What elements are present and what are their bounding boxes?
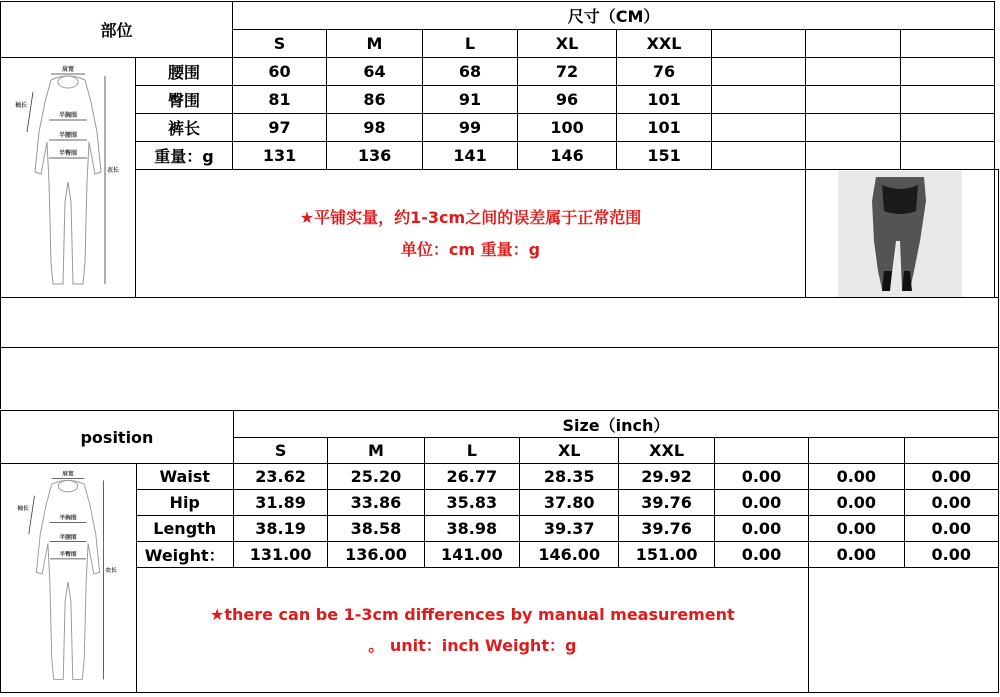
cell: [712, 58, 806, 86]
row-label: 臀围: [136, 86, 233, 114]
cn-note-line2: 单位：cm 重量：g: [400, 239, 541, 259]
product-photo-cell: [806, 170, 995, 298]
cell: 136.00: [328, 542, 424, 568]
cell: 38.58: [328, 516, 424, 542]
cell: 33.86: [328, 490, 424, 516]
divider: [1, 347, 998, 348]
cell: [901, 114, 995, 142]
table-row: [1, 86, 999, 114]
row-label: 腰围: [136, 58, 233, 86]
cell: 81: [233, 86, 327, 114]
cell: 0.00: [904, 490, 998, 516]
cell: 0.00: [904, 464, 998, 490]
cell: 72: [518, 58, 617, 86]
cell: 0.00: [714, 542, 808, 568]
table-row: [1, 142, 999, 170]
measurement-diagram: [1, 464, 137, 693]
cn-position-header: 部位: [1, 2, 233, 58]
empty-cell: [809, 568, 999, 693]
cell: 26.77: [424, 464, 519, 490]
cell: 98: [327, 114, 423, 142]
cell: 91: [423, 86, 518, 114]
table-row: [1, 490, 999, 516]
cell: 0.00: [809, 542, 904, 568]
cell: 39.76: [619, 516, 714, 542]
diagram-mid-label1: 半胸围: [58, 111, 78, 119]
en-note-line2: 。 unit：inch Weight：g: [368, 636, 577, 655]
jumpsuit-diagram-icon: [13, 62, 123, 294]
table-row: [1, 464, 999, 490]
cell: 86: [327, 86, 423, 114]
cell: 28.35: [520, 464, 619, 490]
row-label: 裤长: [136, 114, 233, 142]
cell: [901, 58, 995, 86]
cell: 60: [233, 58, 327, 86]
cn-size-table: [0, 1, 999, 298]
en-size-extra: [714, 438, 808, 464]
measurement-diagram: [1, 58, 136, 298]
cell: 0.00: [904, 542, 998, 568]
cell: 136: [327, 142, 423, 170]
cell: 0.00: [714, 516, 808, 542]
row-label: Waist: [136, 464, 233, 490]
en-size-xxl: XXL: [619, 438, 714, 464]
cn-size-extra: [712, 30, 806, 58]
jumpsuit-diagram-icon: [13, 467, 123, 689]
en-size-l: L: [424, 438, 519, 464]
cell: 25.20: [328, 464, 424, 490]
cell: [712, 86, 806, 114]
cell: 35.83: [424, 490, 519, 516]
row-label: Weight：: [136, 542, 233, 568]
cell: 151.00: [619, 542, 714, 568]
cell: 31.89: [233, 490, 327, 516]
cell: 76: [617, 58, 712, 86]
cell: 29.92: [619, 464, 714, 490]
cell: 141: [423, 142, 518, 170]
cell: 37.80: [520, 490, 619, 516]
cell: 131.00: [233, 542, 327, 568]
cell: 96: [518, 86, 617, 114]
cn-size-m: M: [327, 30, 423, 58]
spacer-section: [0, 297, 999, 409]
diagram-mid-label2: 半腰围: [59, 534, 77, 541]
diagram-length-label: 衣长: [105, 568, 118, 575]
diagram-mid-label2: 半腰围: [58, 131, 78, 139]
cn-size-extra: [806, 30, 901, 58]
cell: 0.00: [904, 516, 998, 542]
diagram-hip-label: 半臀围: [59, 551, 77, 558]
en-position-header: position: [1, 411, 234, 464]
diagram-side-label: 袖长: [17, 506, 30, 513]
diagram-hip-label: 半臀围: [58, 149, 78, 157]
cell: 146: [518, 142, 617, 170]
cell: 68: [423, 58, 518, 86]
cn-size-s: S: [233, 30, 327, 58]
table-row: [1, 542, 999, 568]
cell: [806, 114, 901, 142]
product-photo: [838, 171, 962, 297]
cell: 38.19: [233, 516, 327, 542]
en-size-s: S: [233, 438, 327, 464]
cn-size-extra: [901, 30, 995, 58]
cell: 0.00: [714, 490, 808, 516]
table-row: [1, 516, 999, 542]
en-note: [136, 568, 809, 693]
cn-note-line1: ★平铺实量，约1-3cm之间的误差属于正常范围: [299, 207, 642, 227]
cell: 39.76: [619, 490, 714, 516]
cell: [712, 142, 806, 170]
cell: 23.62: [233, 464, 327, 490]
cell: 0.00: [809, 490, 904, 516]
cell: 101: [617, 114, 712, 142]
cell: 0.00: [809, 516, 904, 542]
diagram-top-label: 肩宽: [61, 65, 75, 73]
cn-note: [136, 170, 806, 298]
cell: 64: [327, 58, 423, 86]
cell: [806, 142, 901, 170]
cell: 146.00: [520, 542, 619, 568]
cell: 0.00: [714, 464, 808, 490]
row-label: Hip: [136, 490, 233, 516]
cell: [712, 114, 806, 142]
en-size-table: [0, 410, 999, 693]
cn-size-xl: XL: [518, 30, 617, 58]
cell: 38.98: [424, 516, 519, 542]
cell: 97: [233, 114, 327, 142]
en-size-xl: XL: [520, 438, 619, 464]
cell: 151: [617, 142, 712, 170]
row-label: Length: [136, 516, 233, 542]
row-label: 重量：g: [136, 142, 233, 170]
en-size-extra: [904, 438, 998, 464]
cell: 99: [423, 114, 518, 142]
cell: [806, 58, 901, 86]
cell: 0.00: [809, 464, 904, 490]
table-row: [1, 58, 999, 86]
cell: [901, 142, 995, 170]
cell: 141.00: [424, 542, 519, 568]
diagram-mid-label1: 半胸围: [59, 515, 77, 522]
diagram-side-label: 袖长: [14, 101, 28, 109]
cn-size-header: 尺寸（CM）: [233, 2, 995, 30]
table-row: [1, 114, 999, 142]
cn-size-l: L: [423, 30, 518, 58]
empty-cell: [995, 170, 999, 298]
cell: 39.37: [520, 516, 619, 542]
cell: 100: [518, 114, 617, 142]
cell: [901, 86, 995, 114]
en-size-header: Size（inch）: [233, 411, 998, 438]
cell: [806, 86, 901, 114]
en-size-extra: [809, 438, 904, 464]
en-note-line1: ★there can be 1-3cm differences by manual measurement: [209, 605, 735, 624]
cn-size-xxl: XXL: [617, 30, 712, 58]
cell: 101: [617, 86, 712, 114]
cell: 131: [233, 142, 327, 170]
diagram-length-label: 衣长: [106, 166, 120, 174]
diagram-top-label: 肩宽: [62, 471, 75, 478]
en-size-m: M: [328, 438, 424, 464]
